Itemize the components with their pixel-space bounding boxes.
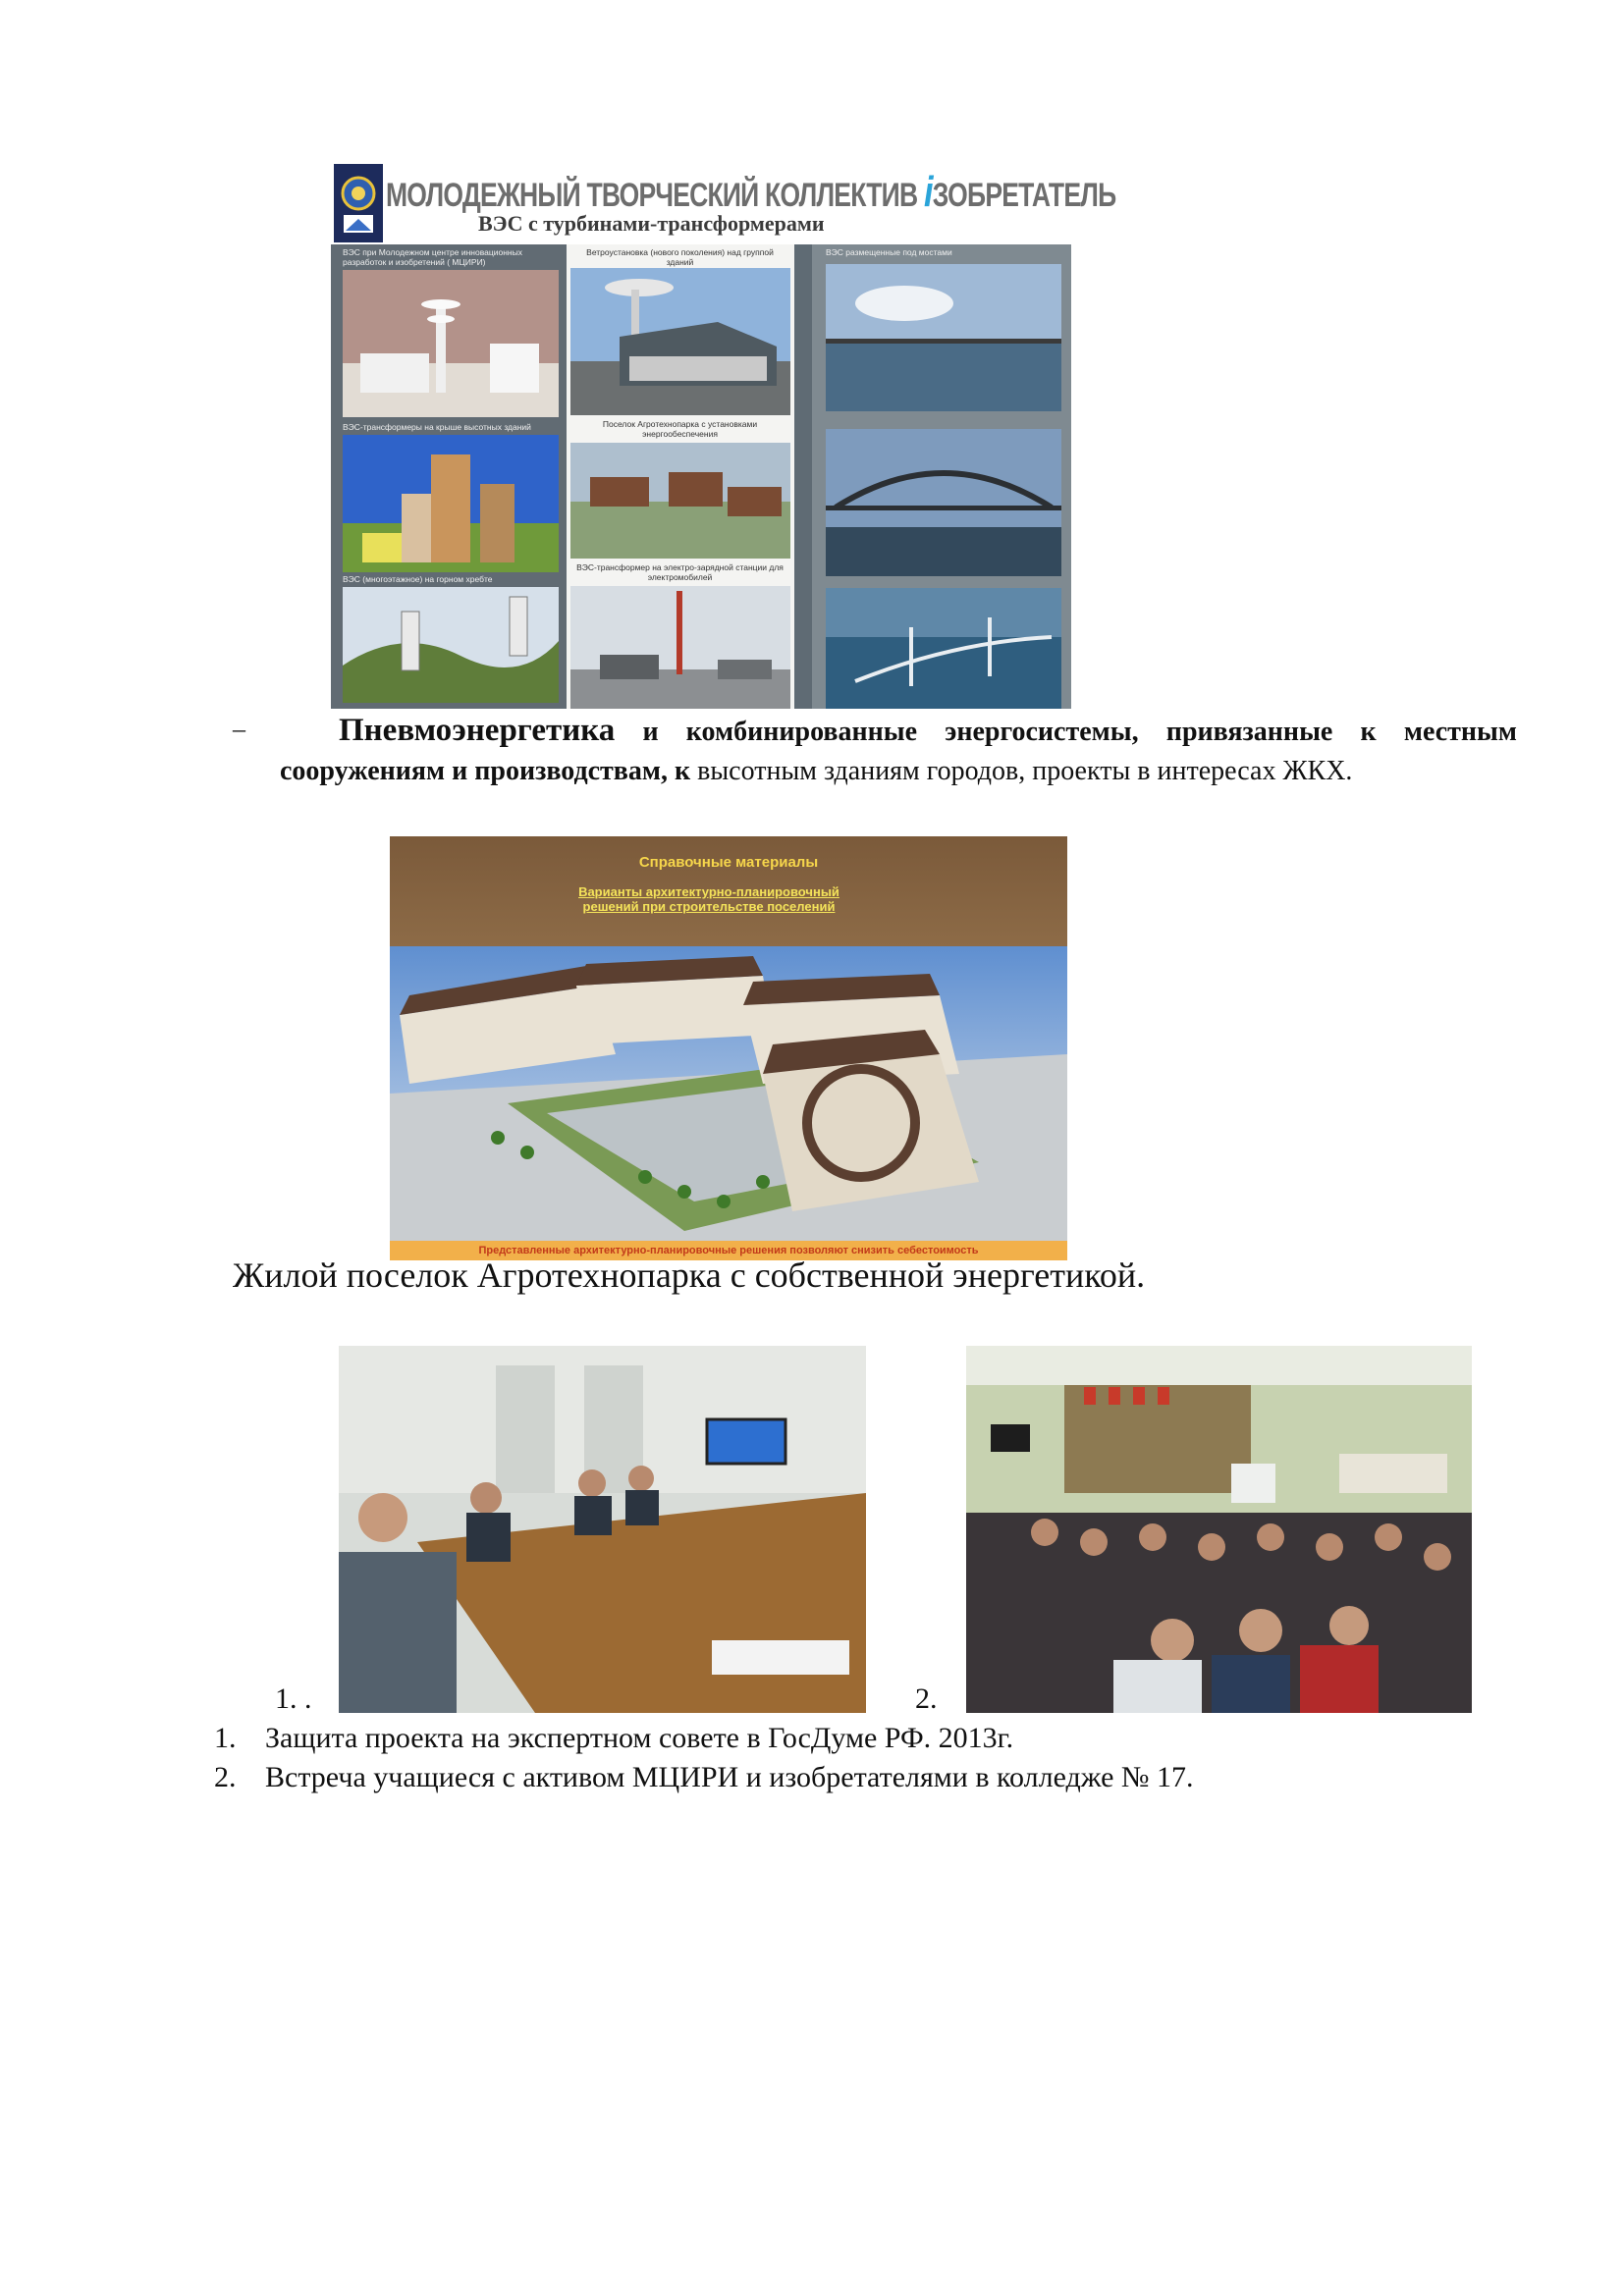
photo-expert-council xyxy=(339,1346,866,1713)
photo-captions-list xyxy=(214,1719,1490,1797)
poster2-link-line2[interactable]: решений при строительстве поселений xyxy=(582,899,836,914)
poster-header xyxy=(331,162,1116,244)
poster2-footer: Представленные архитектурно-планировочные решения позволяют снизить себестоимость xyxy=(390,1241,1067,1260)
poster-left-column xyxy=(331,244,567,709)
paragraph-lead: Пневмоэнергетика xyxy=(339,713,616,748)
caption-bridge-wind: ВЭС размещенные под мостами xyxy=(826,247,952,257)
poster2-heading: Справочные материалы xyxy=(638,854,819,871)
poster-middle-column xyxy=(567,244,794,709)
wind-power-poster xyxy=(331,162,1116,709)
photo-bridge-1 xyxy=(826,264,1061,411)
photo-mountain-towers xyxy=(343,587,559,703)
photo-bridge-2 xyxy=(826,429,1061,576)
photo-bridge-3 xyxy=(826,588,1061,709)
photo-model-tower xyxy=(343,270,559,417)
paragraph-plain-text: высотным зданиям городов, проекты в интересах ЖКХ. xyxy=(690,756,1353,786)
photo-1-label: 1. . xyxy=(275,1682,312,1715)
photo-college-meeting xyxy=(966,1346,1472,1713)
village-poster xyxy=(390,836,1067,1260)
poster-right-column xyxy=(812,244,1071,709)
emblem-logo xyxy=(334,164,383,242)
i-logo-letter: i xyxy=(923,168,933,216)
energy-paragraph xyxy=(280,711,1517,791)
caption-ev-charging: ВЭС-трансформер на электро-зарядной станции для электромобилей xyxy=(576,562,784,582)
list-item-number: 1. xyxy=(214,1722,237,1754)
poster-subtitle: ВЭС с турбинами-трансформерами xyxy=(478,211,825,236)
list-item xyxy=(214,1758,1490,1797)
caption-rooftop-wind: ВЭС-трансформеры на крыше высотных зданий xyxy=(343,422,531,432)
photo-2-label: 2. xyxy=(915,1682,938,1715)
list-item-text: Защита проекта на экспертном совете в ГосДуме РФ. 2013г. xyxy=(265,1722,1014,1754)
photo-agropark-model xyxy=(570,443,790,559)
list-item-text: Встреча учащиеся с активом МЦИРИ и изобретателями в колледже № 17. xyxy=(265,1761,1194,1793)
poster2-link-line1[interactable]: Варианты архитектурно-планировочный xyxy=(578,884,839,899)
paragraph-bold-text: и комбинированные энергосистемы, привязанные к местным сооружениям и производствам, к xyxy=(280,717,1517,786)
list-item xyxy=(214,1719,1490,1758)
list-dash: – xyxy=(233,715,245,743)
photo-wind-over-buildings xyxy=(570,268,790,415)
photo-ev-station xyxy=(570,586,790,709)
poster-title: МОЛОДЕЖНЫЙ ТВОРЧЕСКИЙ КОЛЛЕКТИВ iЗОБРЕТАТЕЛЬ xyxy=(386,168,1116,216)
list-item-number: 2. xyxy=(214,1761,237,1793)
village-caption: Жилой поселок Агротехнопарка с собственной энергетикой. xyxy=(233,1255,1146,1295)
caption-mountain-wind: ВЭС (многоэтажное) на горном хребте xyxy=(343,574,493,584)
village-render-image xyxy=(390,946,1067,1241)
caption-mcir-wind: ВЭС при Молодежном центре инновационных разработок и изобретений ( МЦИРИ) xyxy=(343,247,522,267)
poster-body xyxy=(331,244,1071,709)
caption-new-generation-wind: Ветроустановка (нового поколения) над группой зданий xyxy=(586,247,774,267)
photo-rooftop-model xyxy=(343,435,559,572)
caption-agropark-village: Поселок Агротехнопарка с установками энергообеспечения xyxy=(602,419,758,439)
